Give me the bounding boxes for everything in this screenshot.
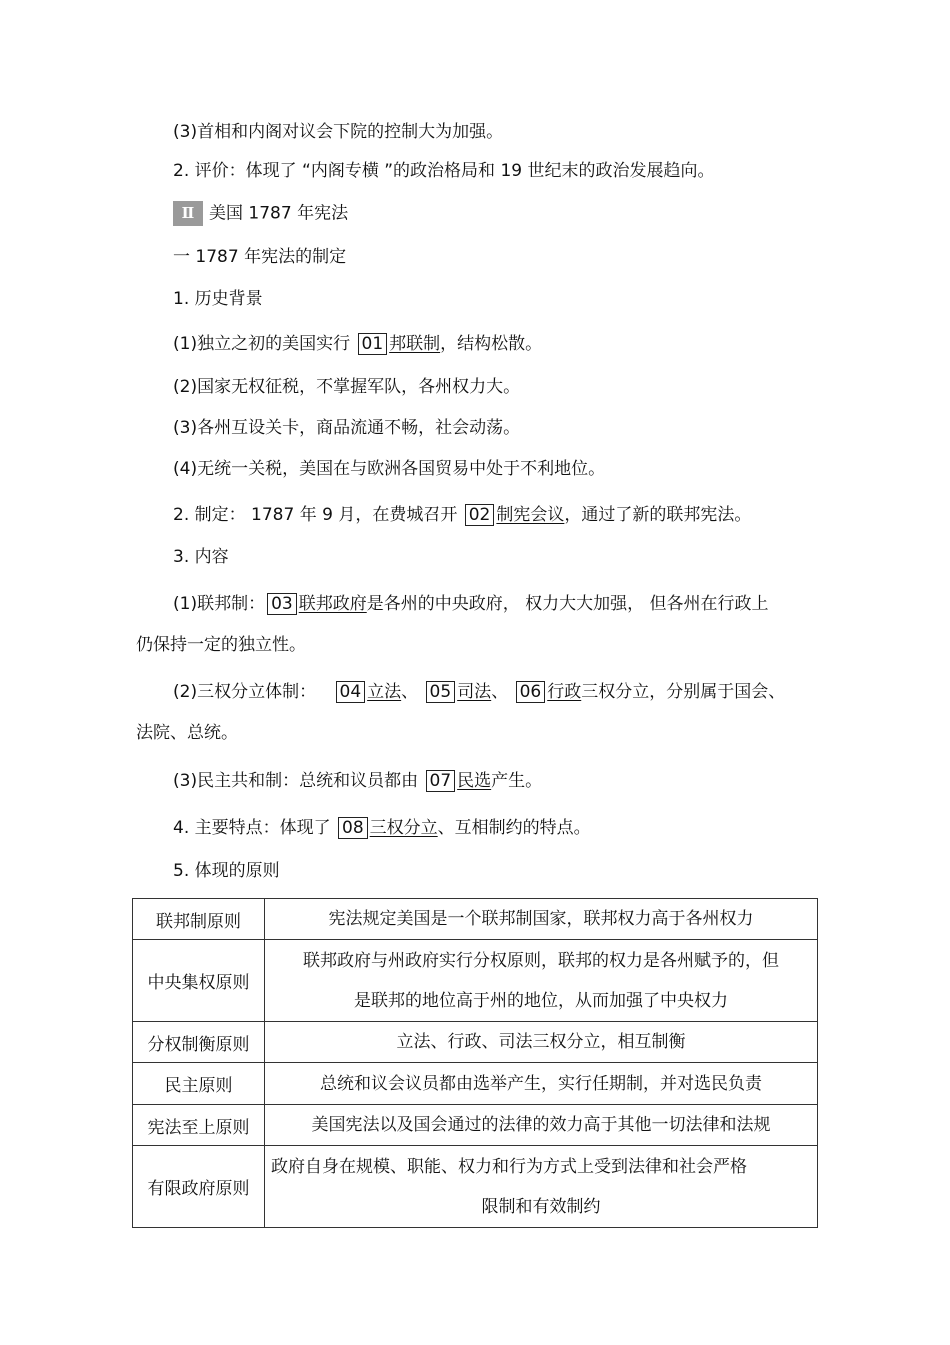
desc-line: 立法、行政、司法三权分立，相互制衡 <box>396 1032 686 1052</box>
text-line <box>173 503 751 527</box>
answer-number-box: 03 <box>267 593 297 615</box>
desc-line: 联邦政府与州政府实行分权原则，联邦的权力是各州赋予的，但 <box>303 950 779 971</box>
principles-table <box>132 898 818 1228</box>
text-line: (3)首相和内阁对议会下院的控制大为加强。 <box>173 122 504 142</box>
answer-term: 司法 <box>457 682 492 702</box>
text-line: 仍保持一定的独立性。 <box>136 635 306 655</box>
text: 2. 制定： 1787 年 9 月，在费城召开 <box>173 505 458 525</box>
answer-number-box: 06 <box>516 681 546 703</box>
subsection-heading: 一 1787 年宪法的制定 <box>173 247 347 267</box>
principle-name: 中央集权原则 <box>133 940 265 1022</box>
answer-number-box: 08 <box>338 817 368 839</box>
text: 是各州的中央政府， 权力大大加强， 但各州在行政上 <box>366 594 769 614</box>
text-line: (3)各州互设关卡，商品流通不畅，社会动荡。 <box>173 418 521 438</box>
text-line: 法院、总统。 <box>136 723 238 743</box>
text: 、 <box>401 682 419 702</box>
desc-line: 美国宪法以及国会通过的法律的效力高于其他一切法律和法规 <box>311 1115 771 1135</box>
text-line: 2. 评价：体现了 “内阁专横 ”的政治格局和 19 世纪末的政治发展趋向。 <box>173 161 715 181</box>
principle-desc <box>265 1022 818 1063</box>
answer-term: 行政 <box>547 682 582 702</box>
principle-name: 民主原则 <box>133 1063 265 1105</box>
answer-term: 三权分立 <box>369 818 438 838</box>
principle-desc <box>265 899 818 940</box>
desc-line: 宪法规定美国是一个联邦制国家，联邦权力高于各州权力 <box>328 909 754 929</box>
item-heading: 5. 体现的原则 <box>173 861 280 881</box>
text-line <box>173 816 591 840</box>
table-row <box>133 940 818 1022</box>
principle-name: 分权制衡原则 <box>133 1022 265 1063</box>
text: 三权分立，分别属于国会、 <box>581 682 786 702</box>
item-heading: 3. 内容 <box>173 547 229 567</box>
text: (1)独立之初的美国实行 <box>173 334 351 354</box>
desc-line: 总统和议会议员都由选举产生，实行任期制，并对选民负责 <box>320 1073 762 1094</box>
answer-term: 立法 <box>367 682 402 702</box>
text-line <box>173 769 542 793</box>
answer-number-box: 02 <box>465 504 495 526</box>
table-row <box>133 1105 818 1146</box>
text: 4. 主要特点：体现了 <box>173 818 331 838</box>
principle-desc <box>265 1146 818 1228</box>
item-heading: 1. 历史背景 <box>173 289 263 309</box>
table-row <box>133 1022 818 1063</box>
text: (3)民主共和制：总统和议员都由 <box>173 771 419 791</box>
text-line <box>173 332 542 356</box>
table-row <box>133 899 818 940</box>
answer-term: 联邦政府 <box>298 594 367 614</box>
desc-line: 政府自身在规模、职能、权力和行为方式上受到法律和社会严格 <box>271 1156 747 1177</box>
text: 产生。 <box>491 771 543 791</box>
section-heading <box>173 201 348 226</box>
text-line: (2)国家无权征税，不掌握军队，各州权力大。 <box>173 377 521 397</box>
desc-line: 限制和有效制约 <box>481 1196 601 1217</box>
principle-name: 有限政府原则 <box>133 1146 265 1228</box>
text: 、 <box>491 682 509 702</box>
section-title: 美国 1787 年宪法 <box>209 203 349 224</box>
desc-line: 是联邦的地位高于州的地位，从而加强了中央权力 <box>354 990 728 1011</box>
answer-term: 邦联制 <box>389 334 441 354</box>
text: (2)三权分立体制： <box>173 682 317 702</box>
principle-name: 联邦制原则 <box>133 899 265 940</box>
principle-name: 宪法至上原则 <box>133 1105 265 1146</box>
text-line <box>173 680 785 704</box>
text: ，结构松散。 <box>440 334 543 354</box>
answer-number-box: 05 <box>426 681 456 703</box>
section-number-icon: Ⅱ <box>173 201 203 226</box>
principle-desc <box>265 1063 818 1105</box>
text-line: (4)无统一关税，美国在与欧洲各国贸易中处于不利地位。 <box>173 459 606 479</box>
table-row <box>133 1063 818 1105</box>
text: 、互相制约的特点。 <box>437 818 591 838</box>
answer-term: 制宪会议 <box>496 505 565 525</box>
text: (1)联邦制： <box>173 594 266 614</box>
answer-number-box: 07 <box>426 770 456 792</box>
principle-desc <box>265 1105 818 1146</box>
answer-number-box: 04 <box>336 681 366 703</box>
answer-term: 民选 <box>457 771 492 791</box>
text: ，通过了新的联邦宪法。 <box>564 505 752 525</box>
answer-number-box: 01 <box>358 333 388 355</box>
table-row <box>133 1146 818 1228</box>
principle-desc <box>265 940 818 1022</box>
text-line <box>173 592 769 616</box>
